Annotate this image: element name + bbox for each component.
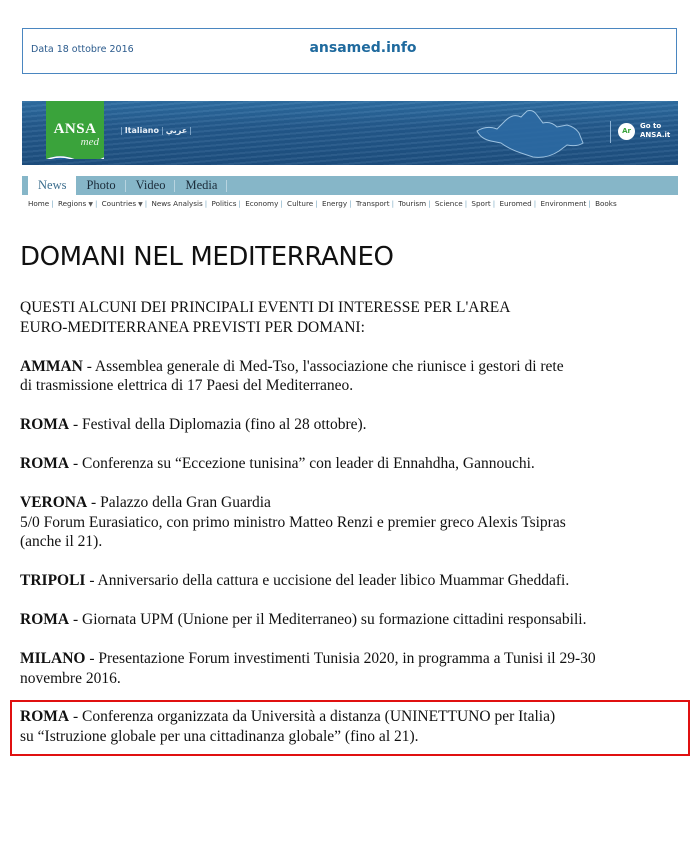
nav-countries[interactable]: Countries ▼ <box>101 199 143 208</box>
logo-ansa-text: ANSA <box>53 121 97 137</box>
nav-science[interactable]: Science <box>434 199 463 208</box>
tab-divider <box>226 180 227 192</box>
nav-regions[interactable]: Regions ▼ <box>57 199 93 208</box>
tab-photo[interactable] <box>76 176 125 195</box>
event-city: ROMA <box>20 416 70 433</box>
event-text: Anniversario della cattura e uccisione del leader libico Muammar Gheddafi. <box>97 572 570 589</box>
ansamed-logo[interactable] <box>46 101 104 159</box>
event-city: ROMA <box>20 611 70 628</box>
nav-economy[interactable]: Economy <box>245 199 279 208</box>
intro-line: EURO-MEDITERRANEA PREVISTI PER DOMANI: <box>20 318 365 336</box>
chevron-down-icon: ▼ <box>88 201 93 208</box>
goto-line-2: ANSA.it <box>640 131 671 139</box>
goto-line-1: Go to <box>640 122 662 130</box>
nav-home[interactable]: Home <box>28 199 50 208</box>
source-site: ansamed.info <box>309 40 417 56</box>
tab-label: News <box>38 178 67 192</box>
tab-label: Photo <box>86 178 116 192</box>
publication-date: Data 18 ottobre 2016 <box>31 44 134 55</box>
article-title: DOMANI NEL MEDITERRANEO <box>20 242 394 272</box>
lang-italiano[interactable]: Italiano <box>124 126 159 135</box>
event-text: Conferenza organizzata da Università a distanza (UNINETTUNO per Italia) <box>82 708 556 725</box>
tab-label: Media <box>185 178 218 192</box>
ansa-it-icon[interactable]: Ar <box>618 123 635 140</box>
tab-label: Video <box>135 178 166 192</box>
clipping-header <box>22 28 677 74</box>
nav-tourism[interactable]: Tourism <box>398 199 427 208</box>
lang-arabic[interactable]: عربي <box>165 126 188 135</box>
nav-culture[interactable]: Culture <box>287 199 314 208</box>
event-item: VERONA - Palazzo della Gran Guardia 5/0 Forum Eurasiatico, con primo ministro Matteo Renzi e premier greco Alexis Tsipras (anche il 21). <box>20 493 685 552</box>
tab-video[interactable] <box>126 176 176 195</box>
event-city: VERONA <box>20 494 88 511</box>
section-nav: Home | Regions ▼ | Countries ▼ | News Analysis | Politics | Economy | Culture | Energy | Transport | Tourism | Science | Sport | Euromed | Environment | Books <box>28 199 617 208</box>
nav-energy[interactable]: Energy <box>321 199 348 208</box>
event-city: TRIPOLI <box>20 572 86 589</box>
event-city: ROMA <box>20 708 70 725</box>
article-intro <box>20 298 685 337</box>
event-text: Festival della Diplomazia (fino al 28 ottobre). <box>82 416 367 433</box>
divider <box>610 121 611 143</box>
chevron-down-icon: ▼ <box>138 201 143 208</box>
article-body <box>20 298 685 688</box>
event-text: Assemblea generale di Med-Tso, l'associazione che riunisce i gestori di rete <box>94 357 564 375</box>
tab-media[interactable] <box>175 176 227 195</box>
goto-ansa-link[interactable] <box>640 122 676 140</box>
intro-line: QUESTI ALCUNI DEI PRINCIPALI EVENTI DI INTERESSE PER L'AREA <box>20 299 511 316</box>
highlighted-event-box: ROMA - Conferenza organizzata da Università a distanza (UNINETTUNO per Italia) su “Istruzione globale per una cittadinanza globale” (fino al 21). <box>10 700 690 756</box>
event-item: ROMA - Giornata UPM (Unione per il Mediterraneo) su formazione cittadini responsabili. <box>20 611 587 628</box>
event-item: MILANO - Presentazione Forum investimenti Tunisia 2020, in programma a Tunisi il 29-30 novembre 2016. <box>20 649 685 688</box>
event-city: AMMAN <box>20 357 83 375</box>
event-text: di trasmissione elettrica di 17 Paesi del Mediterraneo. <box>20 377 354 394</box>
event-item: TRIPOLI - Anniversario della cattura e uccisione del leader libico Muammar Gheddafi. <box>20 572 570 589</box>
event-text: Conferenza su “Eccezione tunisina” con leader di Ennahdha, Gannouchi. <box>82 455 535 472</box>
nav-environment[interactable]: Environment <box>540 199 587 208</box>
nav-politics[interactable]: Politics <box>211 199 237 208</box>
main-tabs <box>22 176 678 195</box>
mediterranean-map-icon <box>462 103 602 165</box>
event-city: MILANO <box>20 650 86 667</box>
wave-icon <box>46 153 104 159</box>
nav-euromed[interactable]: Euromed <box>499 199 532 208</box>
event-text: su “Istruzione globale per una cittadinanza globale” (fino al 21). <box>20 727 419 745</box>
event-item: ROMA - Conferenza su “Eccezione tunisina” con leader di Ennahdha, Gannouchi. <box>20 455 535 472</box>
event-city: ROMA <box>20 455 70 472</box>
nav-transport[interactable]: Transport <box>355 199 390 208</box>
language-switcher: | Italiano | عربي | <box>120 126 192 135</box>
logo-med-text: med <box>80 136 99 148</box>
ansamed-banner <box>22 101 678 165</box>
event-item: AMMAN - Assemblea generale di Med-Tso, l'associazione che riunisce i gestori di rete di trasmissione elettrica di 17 Paesi del Mediterraneo. <box>20 357 685 396</box>
tab-news[interactable] <box>28 176 76 195</box>
event-text: 5/0 Forum Eurasiatico, con primo ministro Matteo Renzi e premier greco Alexis Tsipras <box>20 513 566 531</box>
nav-books[interactable]: Books <box>595 199 617 208</box>
article <box>0 240 700 776</box>
event-text: Palazzo della Gran Guardia <box>100 494 271 511</box>
nav-news-analysis[interactable]: News Analysis <box>151 199 203 208</box>
event-text: Presentazione Forum investimenti Tunisia 2020, in programma a Tunisi il 29-30 <box>98 650 596 667</box>
event-text: (anche il 21). <box>20 533 103 550</box>
event-text: Giornata UPM (Unione per il Mediterraneo) su formazione cittadini responsabili. <box>82 611 587 628</box>
event-item: ROMA - Festival della Diplomazia (fino al 28 ottobre). <box>20 416 367 433</box>
event-text: novembre 2016. <box>20 669 121 687</box>
nav-sport[interactable]: Sport <box>471 199 491 208</box>
